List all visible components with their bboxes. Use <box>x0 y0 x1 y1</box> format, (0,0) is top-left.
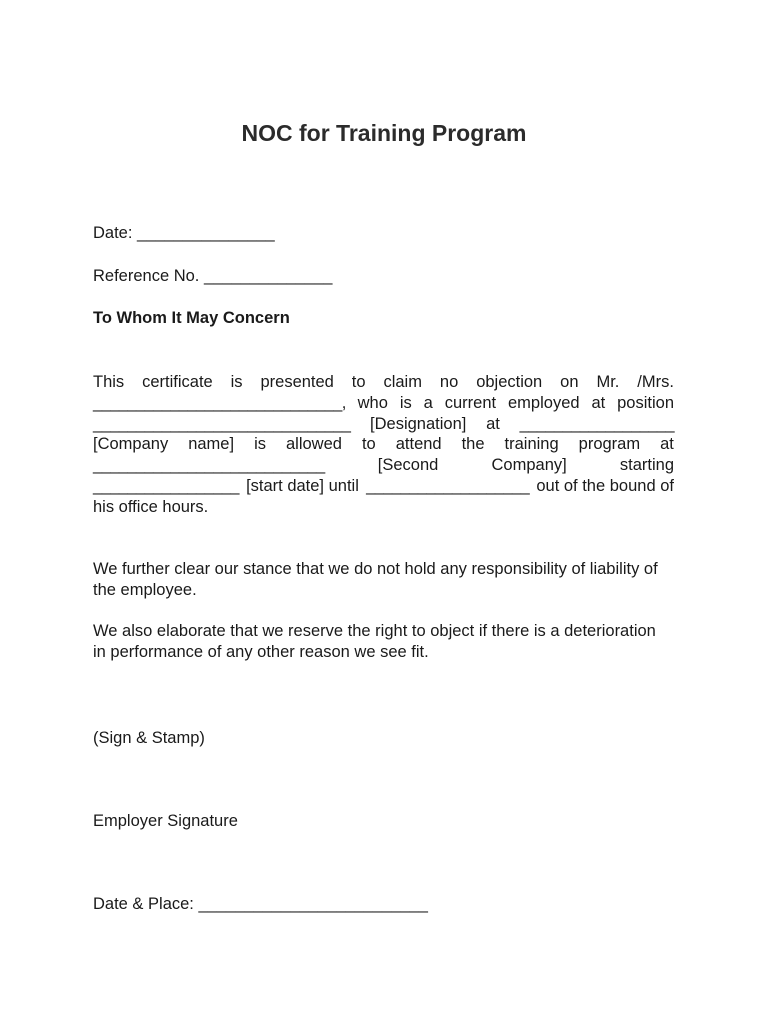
paragraph-word: presented <box>260 373 334 391</box>
reference-line: Reference No. ______________ <box>93 267 333 285</box>
paragraph-word: Mr. <box>596 373 620 391</box>
paragraph-word: [Second <box>377 456 439 475</box>
paragraph-word: at <box>660 435 674 454</box>
paragraph-word: We also elaborate that we reserve the right to object if there is a deterioration <box>93 622 656 640</box>
paragraph-word: on <box>560 373 579 391</box>
paragraph-word: name] <box>188 435 235 454</box>
paragraph-line <box>93 372 674 393</box>
paragraph-line <box>93 476 674 497</box>
paragraph-word: We further clear our stance that we do not hold any responsibility of liability of <box>93 560 658 578</box>
paragraph-liability <box>93 559 674 601</box>
paragraph-reserve-right <box>93 621 674 663</box>
paragraph-line <box>93 393 674 414</box>
paragraph-word: employed <box>508 393 580 412</box>
paragraph-word: [start date] until <box>246 476 359 495</box>
paragraph-word: is <box>230 373 243 391</box>
document-title: NOC for Training Program <box>241 120 527 146</box>
paragraph-word: program <box>578 435 641 454</box>
paragraph-body <box>93 372 674 518</box>
paragraph-word: training <box>504 435 559 454</box>
paragraph-word: /Mrs. <box>637 373 674 391</box>
paragraph-word: certificate <box>142 373 213 391</box>
employer-signature-label: Employer Signature <box>93 812 238 830</box>
paragraph-word: current <box>444 393 497 412</box>
paragraph-word: objection <box>476 373 543 391</box>
paragraph-word: to <box>351 373 366 391</box>
paragraph-word: the <box>461 435 485 454</box>
paragraph-word: is <box>254 435 266 454</box>
paragraph-word: in performance of any other reason we see fit. <box>93 642 429 661</box>
paragraph-word: This <box>93 373 125 391</box>
paragraph-line <box>93 497 674 518</box>
paragraph-word: [Company <box>93 435 169 454</box>
sign-stamp-label: (Sign & Stamp) <box>93 729 205 747</box>
paragraph-word: _____________________________, <box>93 393 346 412</box>
date-place-line: Date & Place: _________________________ <box>93 895 428 913</box>
paragraph-line <box>93 621 674 642</box>
paragraph-word: the employee. <box>93 580 197 599</box>
paragraph-word: ___________________ <box>366 476 530 495</box>
date-line: Date: _______________ <box>93 224 275 242</box>
paragraph-word: allowed <box>285 435 342 454</box>
paragraph-word: ______________________________ <box>93 414 351 433</box>
paragraph-word: a <box>423 393 433 412</box>
salutation: To Whom It May Concern <box>93 309 290 327</box>
paragraph-word: is <box>399 393 412 412</box>
paragraph-word: at <box>591 393 606 412</box>
paragraph-word: __________________ <box>519 414 674 433</box>
paragraph-word: to <box>361 435 376 454</box>
paragraph-line <box>93 434 674 455</box>
paragraph-word: _________________ <box>93 476 239 495</box>
paragraph-word: claim <box>383 373 422 391</box>
paragraph-line <box>93 580 674 601</box>
paragraph-word: ___________________________ <box>93 456 325 475</box>
paragraph-word: position <box>617 393 674 412</box>
paragraph-line <box>93 559 674 580</box>
paragraph-word: who <box>357 393 388 412</box>
paragraph-word: [Designation] <box>370 414 467 433</box>
paragraph-line <box>93 642 674 663</box>
paragraph-word: at <box>486 414 500 433</box>
paragraph-word: no <box>439 373 459 391</box>
paragraph-line <box>93 414 674 435</box>
paragraph-word: starting <box>619 456 674 475</box>
paragraph-line <box>93 455 674 476</box>
paragraph-word: out of the bound of <box>536 476 674 495</box>
paragraph-word: attend <box>395 435 442 454</box>
paragraph-word: his office hours. <box>93 497 209 516</box>
paragraph-word: Company] <box>491 456 567 475</box>
